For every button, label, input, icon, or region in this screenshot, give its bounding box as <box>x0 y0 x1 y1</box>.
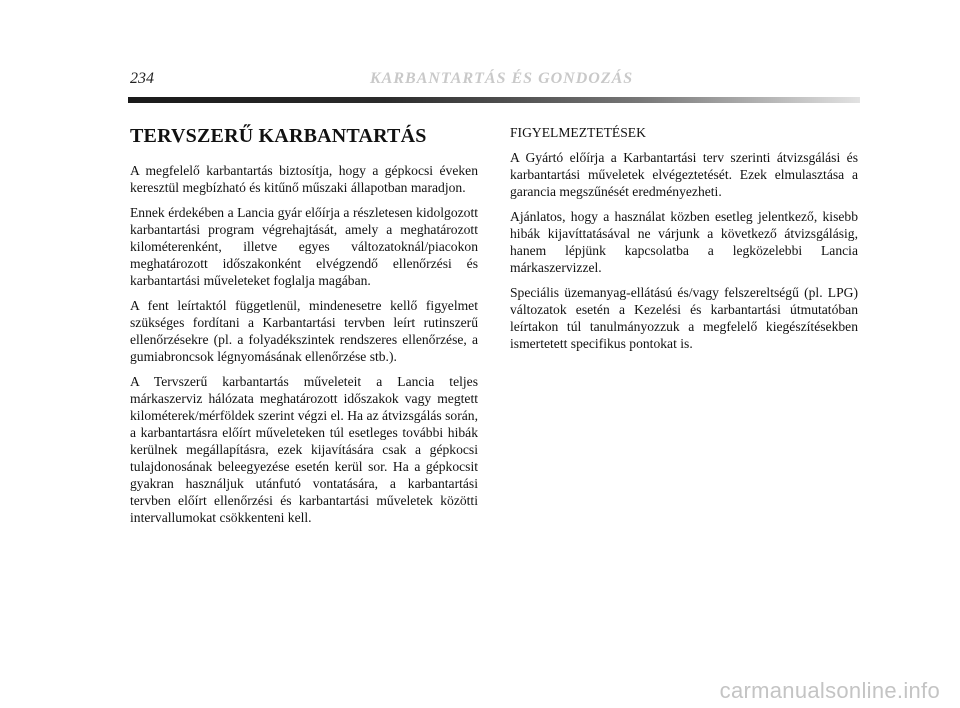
warning-paragraph: A Gyártó előírja a Karbantartási terv szerinti átvizsgálási és karbantartási műveletek elvégeztetését. Ezek elmulasztása a garancia megszűnését eredményezheti. <box>510 150 858 199</box>
paragraph: A fent leírtaktól függetlenül, mindenesetre kellő figyelmet szükséges fordítani a Karbantartási tervben leírt rutinszerű ellenőrzésekre (pl. a folyadékszintek rendszeres ellenőrzése, a gumiabroncsok légnyomásának ellenőrzése stb.). <box>130 298 478 364</box>
section-title: TERVSZERŰ KARBANTARTÁS <box>130 125 427 147</box>
watermark-text: carmanualsonline.info <box>719 678 940 703</box>
header-rule <box>128 97 860 103</box>
paragraph: Ennek érdekében a Lancia gyár előírja a részletesen kidolgozott karbantartási program végrehajtását, amely a meghatározott kilométerenként, illetve egyes változatoknál/piacokon meghatározott időszakonként elvégzendő ellenőrzési és karbantartási műveleteket foglalja magában. <box>130 205 478 288</box>
paragraph: A Tervszerű karbantartás műveleteit a Lancia teljes márkaszerviz hálózata meghatározott időszakok vagy megtett kilométerek/mérföldek szerint végzi el. Ha az átvizsgálás során, a karbantartásra előírt műveleteken túl esetleges további hibák kerülnek megállapításra, ezek kijavítására csak a gépkocsi tulajdonosának beleegyezése esetén kerül sor. Ha a gépkocsit gyakran használjuk utánfutó vontatására, a karbantartási tervben előírt ellenőrzési és karbantartási műveletek közötti intervallumokat csökkenteni kell. <box>130 374 478 525</box>
warning-paragraph: Ajánlatos, hogy a használat közben esetleg jelentkező, kisebb hibák kijavíttatásával ne várjunk a következő átvizsgálásig, hanem lépjünk kapcsolatba a legközelebbi Lancia márkaszervizzel. <box>510 209 858 275</box>
warning-title: FIGYELMEZTETÉSEK <box>510 125 646 140</box>
left-column <box>130 124 478 534</box>
paragraph: A megfelelő karbantartás biztosítja, hogy a gépkocsi éveken keresztül megbízható és kitűnő műszaki állapotban maradjon. <box>130 163 478 195</box>
running-header: KARBANTARTÁS ÉS GONDOZÁS <box>370 70 634 87</box>
page-number: 234 <box>130 70 154 87</box>
warning-paragraph: Speciális üzemanyag-ellátású és/vagy felszereltségű (pl. LPG) változatok esetén a Kezelési és karbantartási útmutatóban leírtakon túl tanulmányozzuk a megfelelő kiegészítésekben ismertetett specifikus pontokat is. <box>510 285 858 351</box>
right-column <box>510 124 858 360</box>
